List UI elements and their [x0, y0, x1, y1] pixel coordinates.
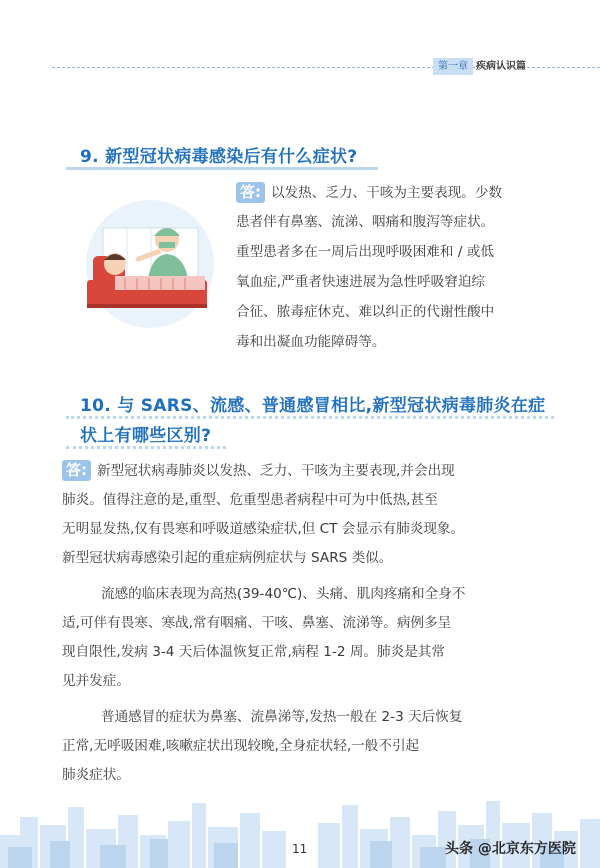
question-9-underline — [66, 167, 378, 170]
answer-10-p3-line-1: 普通感冒的症状为鼻塞、流鼻涕等,发热一般在 2-3 天后恢复 — [101, 709, 463, 725]
question-9-heading: 9. 新型冠状病毒感染后有什么症状? — [80, 147, 358, 167]
answer-10-p1-line-1: 答: 新型冠状病毒肺炎以发热、乏力、干咳为主要表现,并会出现 — [62, 457, 455, 486]
answer-10-p2-line-3: 现自限性,发病 3-4 天后体温恢复正常,病程 1-2 周。肺炎是其常 — [62, 644, 445, 660]
answer-9-line-4: 氧血症,严重者快速进展为急性呼吸窘迫综 — [236, 274, 486, 290]
chapter-title: 疾病认识篇 — [476, 61, 526, 72]
answer-10-p1-line-3: 无明显发热,仅有畏寒和呼吸道感染症状,但 CT 会显示有肺炎现象。 — [62, 521, 465, 537]
answer-10-p1-line-2: 肺炎。值得注意的是,重型、危重型患者病程中可为中低热,甚至 — [62, 492, 438, 508]
answer-9-line-5: 合征、脓毒症休克、难以纠正的代谢性酸中 — [236, 304, 495, 320]
answer-10-p2-line-4: 见并发症。 — [62, 673, 130, 689]
answer-badge: 答: — [236, 182, 265, 203]
question-10-heading-line-2: 状上有哪些区别? — [80, 426, 212, 446]
answer-9-line-1: 答: 以发热、乏力、干咳为主要表现。少数 — [236, 179, 502, 208]
answer-badge: 答: — [62, 460, 91, 481]
answer-10-p2-line-1: 流感的临床表现为高热(39-40℃)、头痛、肌肉疼痛和全身不 — [101, 586, 466, 602]
answer-10-p3-line-2: 正常,无呼吸困难,咳嗽症状出现较晚,全身症状轻,一般不引起 — [62, 738, 420, 754]
question-10-underline-2 — [66, 446, 226, 449]
question-10-heading-line-1: 10. 与 SARS、流感、普通感冒相比,新型冠状病毒肺炎在症 — [80, 396, 546, 416]
page-number: 11 — [292, 842, 308, 856]
answer-9-line-6: 毒和出凝血功能障碍等。 — [236, 334, 386, 350]
chapter-tag: 第一章 — [433, 58, 473, 75]
answer-9-line-3: 重型患者多在一周后出现呼吸困难和 / 或低 — [236, 244, 494, 260]
answer-10-p3-line-3: 肺炎症状。 — [62, 767, 130, 783]
answer-9-line-2: 患者伴有鼻塞、流涕、咽痛和腹泻等症状。 — [236, 214, 495, 230]
doctor-patient-illustration — [75, 198, 230, 333]
question-10-underline-1 — [66, 416, 554, 419]
answer-10-p2-line-2: 适,可伴有畏寒、寒战,常有咽痛、干咳、鼻塞、流涕等。病例多呈 — [62, 615, 452, 631]
answer-10-p1-line-4: 新型冠状病毒感染引起的重症病例症状与 SARS 类似。 — [62, 550, 393, 566]
source-watermark: 头条 @北京东方医院 — [445, 841, 576, 857]
